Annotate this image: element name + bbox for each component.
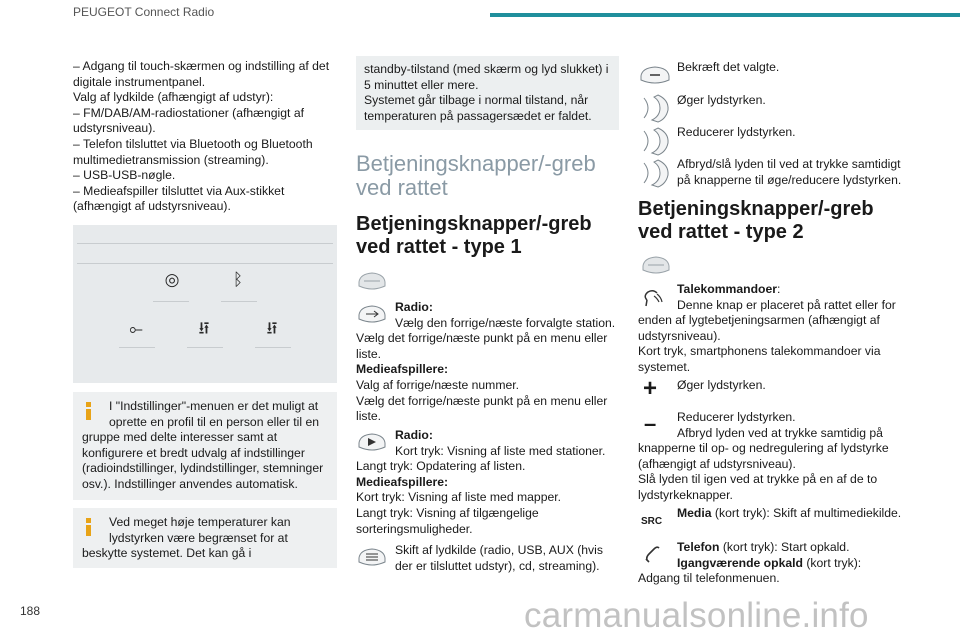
steering-controls-icon [356, 270, 388, 292]
note-line: konfigurere et bredt udvalg af indstillinger [82, 445, 305, 460]
note-line: osv.). Indstillinger anvendes automatisk. [82, 476, 298, 491]
text-line: – Adgang til touch-skærmen og indstilling af det [73, 59, 330, 73]
note-line: lydstyrken være begrænset for at [109, 530, 288, 545]
subsection-title-type2: Betjeningsknapper/-greb ved rattet - type 2 [638, 198, 874, 243]
confirm-text: Bekræft det valgte. [677, 60, 780, 74]
note-line: Ved meget høje temperaturer kan [109, 515, 291, 529]
usb-icon: ⭿ [198, 319, 210, 338]
media-source-text: Media (kort tryk): Skift af multimediekilde. [677, 506, 902, 520]
text-line: – Telefon tilsluttet via Bluetooth og Bluetooth [73, 136, 313, 151]
steering-controls-icon [640, 254, 672, 276]
note-line: 5 minuttet eller mere. [364, 77, 479, 92]
volume-up-text: Øger lydstyrken. [677, 93, 766, 107]
note-line: standby-tilstand (med skærm og lyd slukket) i [364, 62, 609, 76]
note-line: oprette en profil til en person eller til en [109, 414, 320, 429]
note-line: I "Indstillinger"-menuen er det muligt at [109, 399, 319, 413]
minus-icon: – [644, 411, 657, 436]
bluetooth-icon: ᛒ [232, 270, 244, 289]
text-line: – USB-USB-nøgle. [73, 168, 176, 183]
text-line: – FM/DAB/AM-radiostationer (afhængigt af [73, 105, 304, 120]
text-line: multimedietransmission (streaming). [73, 152, 269, 167]
section-title: Betjeningsknapper/-greb ved rattet [356, 151, 596, 200]
source-selection-image [73, 225, 337, 383]
page-number: 188 [20, 604, 41, 618]
radio-icon: ◎ [164, 270, 180, 289]
volume-down-block: Reducerer lydstyrken. Afbryd lyden ved at trykke samtidig på knapperne til op- og nedregulering af lydstyrke (afhængigt af udstyrsniveau). Slå lyden til igen ved at trykke på en af de to lydstyrkeknapper. [638, 410, 889, 502]
text-line: udstyrsniveau). [73, 121, 156, 136]
text-line: (afhængigt af udstyrsniveau). [73, 199, 231, 214]
note-line: Systemet går tilbage i normal tilstand, når [364, 93, 589, 108]
type1-radio-block: Radio: Vælg den forrige/næste forvalgte station. Vælg det forrige/næste punkt på en menu eller liste. Medieafspillere: Valg af forrige/næste nummer. Vælg det forrige/næste punkt på en menu eller liste. [356, 300, 616, 424]
volume-down-button-icon [638, 125, 672, 157]
note-line: (radioindstillinger, lydindstillinger, stemninger [82, 461, 324, 476]
mute-text: Afbryd/slå lyden til ved at trykke samtidigt på knapperne til øge/reducere lydstyrken. [677, 157, 902, 187]
mute-button-icon [638, 157, 672, 189]
note-line: gruppe med delte interesser samt at [82, 430, 278, 445]
text-line: digitale instrumentpanel. [73, 74, 206, 89]
divider [77, 263, 333, 264]
voice-command-block: Talekommandoer: Denne knap er placeret på rattet eller for enden af lygtebetjeningsarmen (afhængigt af udstyrsniveau). Kort tryk, smartphonens talekommandoer via systemet. [638, 282, 896, 374]
volume-up-button-icon [638, 92, 672, 124]
plus-icon: + [643, 375, 658, 402]
watermark: carmanualsonline.info [524, 596, 869, 635]
continued-note-box [356, 56, 619, 130]
src-icon: SRC [641, 516, 663, 527]
volume-up-text: Øger lydstyrken. [677, 378, 766, 392]
note-line: beskytte systemet. Det kan gå i [82, 546, 252, 561]
type1-list-block: Radio: Kort tryk: Visning af liste med stationer. Langt tryk: Opdatering af listen. Medieafspillere: Kort tryk: Visning af liste med mapper. Langt tryk: Visning af tilgængelige sorteringsmuligheder. [356, 428, 606, 536]
volume-down-text: Reducerer lydstyrken. [677, 125, 796, 139]
divider [77, 243, 333, 244]
text-line: Valg af lydkilde (afhængigt af udstyr): [73, 90, 274, 105]
note-box [73, 508, 337, 568]
note-line: temperaturen på passagersædet er faldet. [364, 108, 592, 123]
text-line: – Medieafspiller tilsluttet via Aux-stikket [73, 183, 285, 198]
note-box [73, 392, 337, 500]
aux-jack-icon: ⟜ [129, 319, 143, 338]
header-accent-bar [490, 13, 960, 17]
phone-block: Telefon (kort tryk): Start opkald. Igangværende opkald (kort tryk): Adgang til telefonmenuen. [638, 540, 862, 586]
col1-text [73, 59, 343, 215]
type1-source-block: Skift af lydkilde (radio, USB, AUX (hvis der er tilsluttet udstyr), cd, streaming). [395, 543, 603, 573]
subsection-title-type1: Betjeningsknapper/-greb ved rattet - type 1 [356, 213, 592, 258]
steering-button-confirm-icon [638, 64, 672, 86]
header-title: PEUGEOT Connect Radio [73, 5, 215, 19]
usb-icon: ⭿ [266, 319, 278, 338]
